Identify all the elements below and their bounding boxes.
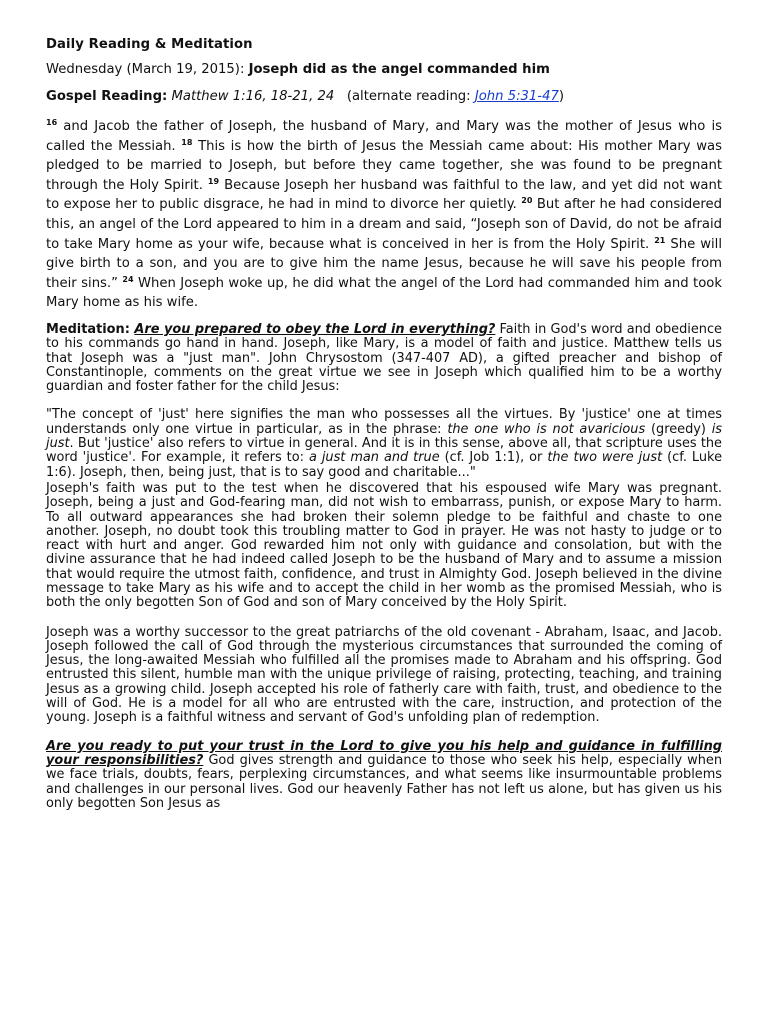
date-line — [46, 62, 722, 77]
gospel-label: Gospel Reading: — [46, 89, 168, 104]
gospel-reference: Matthew 1:16, 18-21, 24 — [171, 89, 335, 104]
quote-text: "The concept of 'just' here signifies the man who possesses all the virtues. By 'justice' one at times understands only one virtue in particular, as in the phrase: — [46, 407, 722, 437]
trust-paragraph — [46, 740, 722, 811]
gospel-reading-line — [46, 89, 722, 104]
quote-italic: the one who is not avaricious — [447, 421, 646, 437]
quote-text: . But 'justice' also refers to virtue in general. And it is in this sense, above all, that scripture uses the word 'justice'. For example, it refers to: — [46, 436, 722, 466]
meditation-question: Are you prepared to obey the Lord in everything? — [134, 321, 496, 337]
verse-text: and Jacob the father of Joseph, the husband of Mary, and Mary was the mother of Jesus who is called the Messiah. — [46, 119, 722, 154]
meditation-text: Faith in God's word and obedience to his commands go hand in hand. Joseph, like Mary, is a model of faith and justice. Matthew tells us that Joseph was a "just man". John Chrysostom (347-407 AD), a gifted preacher and bishop of Constantinople, comments on the great virtue we see in Joseph which qualified him to be a worthy guardian and foster father for the child Jesus: — [46, 321, 722, 395]
quote-text: (cf. Job 1:1), or — [439, 450, 548, 466]
verse-text: When Joseph woke up, he did what the angel of the Lord had commanded him and took Mary home as his wife. — [46, 275, 722, 311]
document-title: Daily Reading & Meditation — [46, 37, 253, 52]
headline: Joseph did as the angel commanded him — [248, 62, 550, 77]
quote-italic: is just — [46, 421, 723, 452]
meditation-label: Meditation: — [46, 321, 135, 337]
successor-paragraph: Joseph was a worthy successor to the great patriarchs of the old covenant - Abraham, Isaac, and Jacob. Joseph followed the call of God through the mysterious circumstances that surrounded the coming of Jesus, the long-awaited Messiah who fulfilled all the promises made to Abraham and his offspring. God entrusted this silent, humble man with the unique privilege of raising, protecting, teaching, and training Jesus as a growing child. Joseph accepted his role of fatherly care with faith, trust, and obedience to the will of God. He is a model for all who are entrusted with the care, instruction, and protection of the young. Joseph is a faithful witness and servant of God's unfolding plan of redemption. — [46, 624, 722, 726]
verse-number: 20 — [521, 196, 533, 206]
verse-number: 24 — [122, 274, 134, 284]
alternate-reading-prefix: (alternate reading: — [346, 89, 475, 104]
document-page — [46, 37, 722, 826]
quote-italic: a just man and true — [308, 450, 440, 466]
verse-text: This is how the birth of Jesus the Messiah came about: His mother Mary was pledged to be married to Joseph, but before they came together, she was found to be pregnant through the Holy Spirit. — [46, 138, 722, 193]
verse-number: 21 — [654, 235, 666, 245]
verse-text: She will give birth to a son, and you are to give him the name Jesus, because he will save his people from their sins.” — [46, 236, 722, 291]
quote-text: (greedy) — [645, 421, 712, 437]
scripture-passage — [46, 117, 722, 313]
verse-number: 16 — [46, 118, 58, 127]
chrysostom-quote — [46, 408, 722, 479]
trust-question: Are you ready to put your trust in the Lord to give you his help and guidance in fulfilling your responsibilities? — [46, 738, 722, 768]
meditation-paragraph — [46, 323, 722, 394]
verse-text: But after he had considered this, an angel of the Lord appeared to him in a dream and said, “Joseph son of David, do not be afraid to take Mary home as your wife, because what is conceived in her is from the Holy Spirit. — [46, 197, 722, 252]
trust-text: God gives strength and guidance to those who seek his help, especially when we face trials, doubts, fears, perplexing circumstances, and what seems like insurmountable problems and challenges in our personal lives. God our heavenly Father has not left us alone, but has given us his only begotten Son Jesus as — [46, 752, 722, 811]
verse-number: 19 — [207, 176, 220, 186]
alternate-reading-link[interactable]: John 5:31-47 — [474, 89, 559, 104]
date-text: Wednesday (March 19, 2015): — [46, 62, 249, 77]
verse-text: Because Joseph her husband was faithful to the law, and yet did not want to expose her to public disgrace, he had in mind to divorce her quietly. — [46, 177, 722, 213]
alternate-reading-suffix: ) — [558, 89, 565, 104]
faith-test-paragraph: Joseph's faith was put to the test when he discovered that his espoused wife Mary was pregnant. Joseph, being a just and God-fearing man, did not wish to embarrass, punish, or expose Mary to harm. To all outward appearances she had broken their solemn pledge to be faithful and chaste to one another. Joseph, no doubt took this troubling matter to God in prayer. He was not hasty to judge or to react with hurt and anger. God rewarded him not only with guidance and consolation, but with the divine assurance that he had indeed called Joseph to be the husband of Mary and to assume a mission that would require the utmost faith, confidence, and trust in Almighty God. Joseph believed in the divine message to take Mary as his wife and to accept the child in her womb as the promised Messiah, who is both the only begotten Son of God and son of Mary conceived by the Holy Spirit. — [46, 480, 722, 611]
verse-number: 18 — [181, 137, 193, 147]
quote-italic: the two were just — [547, 450, 663, 466]
quote-text: (cf. Luke 1:6). Joseph, then, being just, that is to say good and charitable..." — [46, 450, 722, 480]
